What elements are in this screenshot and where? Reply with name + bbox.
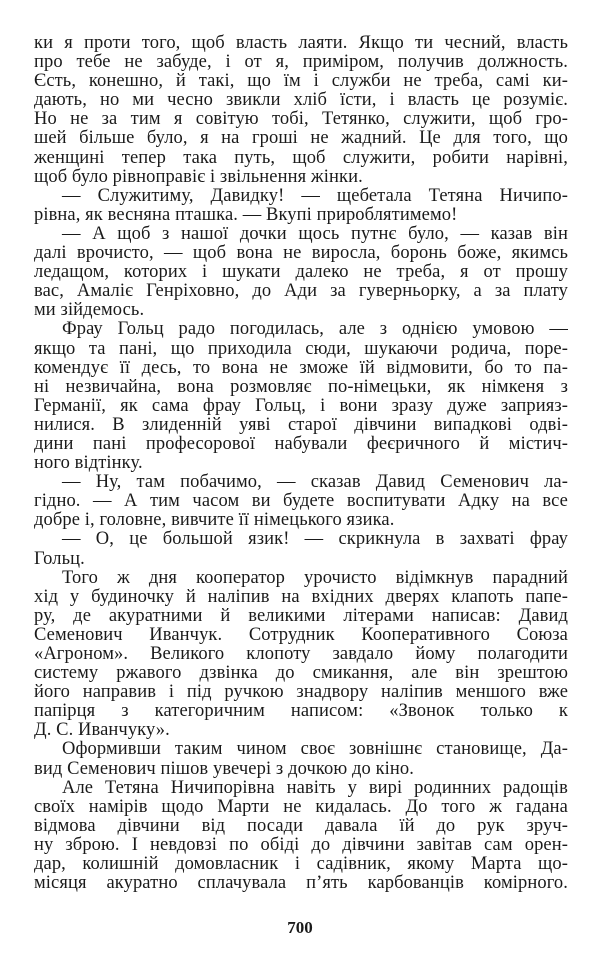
paragraph xyxy=(34,473,568,530)
text-line: дають, но ми чесно звикли хліб їсти, і власть це розуміє. xyxy=(34,90,568,111)
text-line: відмова дівчини від посади давала їй до рук зруч- xyxy=(34,815,568,836)
paragraph xyxy=(34,225,568,320)
paragraph xyxy=(34,779,568,894)
text-line: ну зброю. І невдовзі по обіді до дівчини завітав сам орен- xyxy=(34,834,568,855)
paragraph xyxy=(34,569,568,741)
text-line: папірця з категоричним написом: «Звонок только к xyxy=(34,701,568,722)
text-line: шей більше було, я на гроші не жадний. Це для того, що xyxy=(34,128,568,149)
text-line: Оформивши таким чином своє зовнішнє становище, Да- xyxy=(62,739,568,760)
paragraph xyxy=(34,530,568,568)
text-line: ного відтінку. xyxy=(34,453,143,474)
text-line: дар, колишній домовласник і садівник, якому Марта що- xyxy=(34,854,568,875)
text-line: Германії, як сама фрау Гольц, і вони зразу дуже заприяз- xyxy=(34,395,568,416)
text-line: Но не за тим я совітую тобі, Тетянко, служити, щоб гро- xyxy=(34,109,568,130)
text-line: Але Тетяна Ничипорівна навіть у вирі родинних радощів xyxy=(62,777,568,798)
text-line: про тебе не забуде, і от я, приміром, получив должность. xyxy=(34,52,568,73)
text-line: Гольц. xyxy=(34,548,85,569)
paragraph xyxy=(34,320,568,473)
text-line: вас, Амаліє Генріховно, до Ади за гуверньорку, а за плату xyxy=(34,281,568,302)
text-line: Семенович Иванчук. Сотрудник Кооперативного Союза xyxy=(34,624,568,645)
page-number: 700 xyxy=(287,918,313,937)
text-line: — Служитиму, Давидку! — щебетала Тетяна Ничипо- xyxy=(62,185,568,206)
text-line: ки я проти того, щоб власть лаяти. Якщо ти чесний, власть xyxy=(34,33,568,53)
text-line: своїх намірів щодо Марти не кидалась. До того ж гадана xyxy=(34,796,568,817)
text-line: — Ну, там побачимо, — сказав Давид Семенович ла- xyxy=(62,472,568,493)
text-line: гідно. — А тим часом ви будете воспитувати Адку на все xyxy=(34,491,568,512)
text-line: комендує її десь, то вона не зможе їй відмовити, бо то па- xyxy=(34,357,568,378)
text-line: далі врочисто, — щоб вона не виросла, боронь боже, якимсь xyxy=(34,243,568,264)
text-line: — А щоб з нашої дочки щось путнє було, — казав він xyxy=(62,223,568,244)
text-line: Д. С. Иванчуку». xyxy=(34,720,170,741)
text-line: Того ж дня кооператор урочисто відімкнув парадний xyxy=(62,567,568,588)
text-line: ледащом, которих і шукати далеко не треба, я от прошу xyxy=(34,262,568,283)
book-page-text xyxy=(34,34,568,893)
text-line: женщині тепер така путь, щоб служити, робити нарівні, xyxy=(34,147,568,168)
text-line: дини пані професорової набували феєричного й містич- xyxy=(34,433,568,454)
text-line: Єсть, конешно, й такі, що їм і служби не треба, самі ки- xyxy=(34,71,568,92)
text-line: ми зійдемось. xyxy=(34,300,145,321)
text-line: його направив і під ручкою знадвору наліпив меншого вже xyxy=(34,682,568,703)
text-line: нилися. В злиденній уяві старої дівчини випадкові одві- xyxy=(34,414,568,435)
text-line: щоб було рівноправіє і звільнення жінки. xyxy=(34,166,363,187)
text-line: Фрау Гольц радо погодилась, але з однією умовою — xyxy=(62,319,568,340)
text-line: якщо та пані, що приходила сюди, шукаючи родича, поре- xyxy=(34,338,568,359)
text-line: ру, де акуратними й великими літерами написав: Давид xyxy=(34,605,568,626)
paragraph xyxy=(34,34,568,187)
text-line: місяця акуратно сплачувала п’ять карбованців комірного. xyxy=(34,873,568,894)
text-line: — О, це большой язик! — скрикнула в захваті фрау xyxy=(62,529,568,550)
text-line: систему ржавого дзвінка до смикання, але він зрештою xyxy=(34,663,568,684)
text-line: «Агроном». Великого клопоту завдало йому полагодити xyxy=(34,644,568,664)
text-line: добре і, головне, вивчите її німецького язика. xyxy=(34,510,395,531)
text-line: ні незвичайна, вона розмовляє по-німецьки, як німкеня з xyxy=(34,376,568,397)
text-line: вид Семенович пішов увечері з дочкою до кіно. xyxy=(34,758,414,779)
paragraph xyxy=(34,187,568,225)
text-line: хід у будиночку й наліпив на вхідних дверях клапоть папе- xyxy=(34,586,568,607)
paragraph xyxy=(34,740,568,778)
text-line: рівна, як весняна пташка. — Вкупі прироблятимемо! xyxy=(34,204,458,225)
